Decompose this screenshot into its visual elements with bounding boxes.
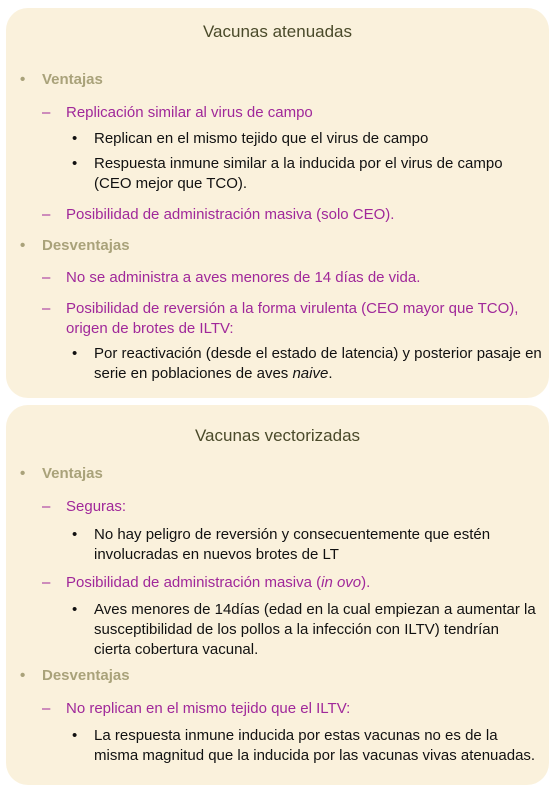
ventajas-heading <box>20 71 103 88</box>
dash-marker: – <box>42 300 51 317</box>
text-run: Posibilidad de administración masiva ( <box>66 574 322 591</box>
ventajas-label: Ventajas <box>42 465 103 482</box>
list-item-text <box>94 345 542 382</box>
bullet-marker: • <box>72 130 78 147</box>
dash-marker: – <box>42 700 51 717</box>
bullet-marker: • <box>72 727 78 744</box>
emphasis-text: naive <box>292 365 329 382</box>
dash-marker: – <box>42 104 51 121</box>
list-item-text: No se administra a aves menores de 14 días de vida. <box>66 269 421 286</box>
bullet-marker: • <box>20 667 26 684</box>
list-item-text: No hay peligro de reversión y consecuentemente que estén involucradas en nuevos brotes de LT <box>94 526 491 563</box>
bullet-marker: • <box>20 465 26 482</box>
dash-marker: – <box>42 206 51 223</box>
desventajas-label: Desventajas <box>42 667 130 684</box>
list-item-text: Posibilidad de reversión a la forma virulenta (CEO mayor que TCO), origen de brotes de ILTV: <box>66 300 519 337</box>
list-item <box>72 726 539 766</box>
bullet-marker: • <box>72 155 78 172</box>
list-item <box>42 699 536 719</box>
card-vacunas-vectorizadas <box>6 405 549 785</box>
bullet-marker: • <box>20 71 26 88</box>
text-run: ). <box>361 574 371 591</box>
list-item-text: Seguras: <box>66 498 127 515</box>
list-item-text <box>66 574 370 591</box>
list-item-text: Posibilidad de administración masiva (solo CEO). <box>66 206 395 223</box>
card-title: Vacunas vectorizadas <box>194 426 361 445</box>
dash-marker: – <box>42 498 51 515</box>
desventajas-label: Desventajas <box>42 237 130 254</box>
bullet-marker: • <box>72 345 78 362</box>
list-item-text: Replicación similar al virus de campo <box>66 104 313 121</box>
list-item <box>42 205 536 225</box>
card-vacunas-atenuadas <box>6 8 549 398</box>
list-item <box>42 268 536 288</box>
desventajas-heading <box>20 237 130 254</box>
list-item-text: Respuesta inmune similar a la inducida por el virus de campo (CEO mejor que TCO). <box>94 155 503 192</box>
dash-marker: – <box>42 574 51 591</box>
bullet-marker: • <box>20 237 26 254</box>
text-run: Por reactivación (desde el estado de latencia) y posterior pasaje en serie en poblaciones de aves <box>94 345 542 382</box>
ventajas-heading <box>20 465 103 482</box>
dash-marker: – <box>42 269 51 286</box>
desventajas-heading <box>20 667 130 684</box>
list-item <box>42 573 536 593</box>
bullet-marker: • <box>72 526 78 543</box>
list-item-text: No replican en el mismo tejido que el ILTV: <box>66 700 351 717</box>
list-item <box>42 497 536 517</box>
list-item <box>72 154 539 194</box>
bullet-marker: • <box>72 601 78 618</box>
list-item <box>42 299 541 339</box>
list-item <box>72 344 544 384</box>
list-item <box>72 600 539 660</box>
text-run: . <box>328 365 333 382</box>
card-title: Vacunas atenuadas <box>202 22 353 41</box>
list-item <box>72 525 534 565</box>
list-item-text: La respuesta inmune inducida por estas vacunas no es de la misma magnitud que la inducida por las vacunas vivas atenuadas. <box>94 727 536 764</box>
list-item <box>72 129 539 149</box>
emphasis-text: in ovo <box>321 574 362 591</box>
ventajas-label: Ventajas <box>42 71 103 88</box>
list-item <box>42 103 536 123</box>
list-item-text: Aves menores de 14días (edad en la cual empiezan a aumentar la susceptibilidad de los pollos a la infección con ILTV) tendrían cierta cobertura vacunal. <box>94 601 536 658</box>
list-item-text: Replican en el mismo tejido que el virus de campo <box>94 130 429 147</box>
